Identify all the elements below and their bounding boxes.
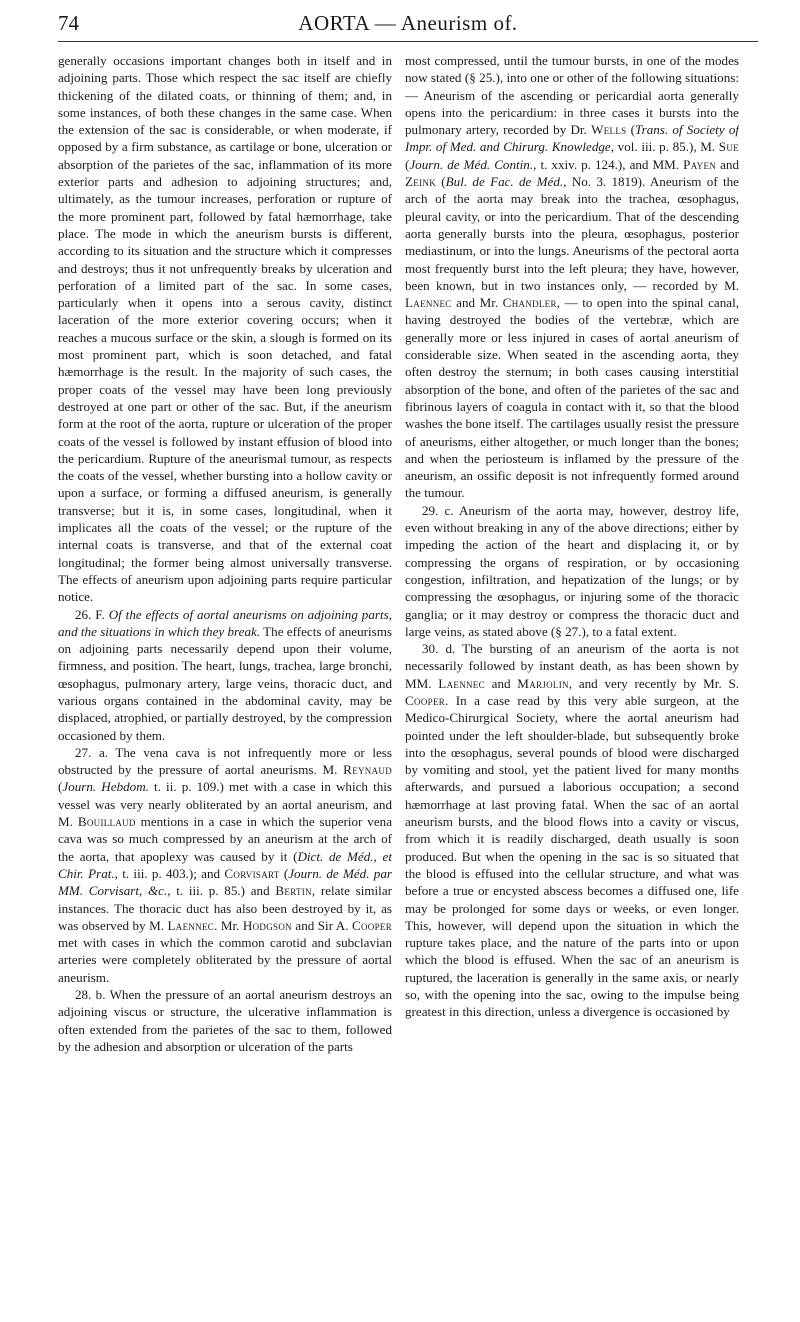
author-name: Reynaud xyxy=(343,762,392,778)
paragraph-28-continued xyxy=(405,52,739,502)
author-name: Chandler xyxy=(502,295,557,311)
paragraph-28: 28. b. When the pressure of an aortal aneurism destroys an adjoining viscus or structure, the ulcerative inflammation is often extended from the parietes of the sac to them, followed by the adhesion and absorption or ulceration of the parts xyxy=(58,987,392,1054)
text-run: ( xyxy=(405,156,410,172)
text-run: No. 3. 1819). Aneurism of the arch of the aorta may break into the trachea, œsophagus, pleural cavity, or into the pericardium. That of the descending aorta generally bursts into the pleura, œsophagus, posterior mediastinum, or into the lungs. Aneurisms of the pectoral aorta most frequently burst into the left pleura; they have, however, been known, but in two instances only, — recorded by M. xyxy=(405,174,739,293)
page-number: 74 xyxy=(58,11,79,35)
text-run: . In a case read by this very able surgeon, at the Medico-Chirurgical Society, where the aortal aneurism had pointed under the left shoulder-blade, but subsequently broke into the œsophagus, several pounds of blood were discharged by vomiting and stool, yet the patient lived for many months afterwards, and pursued a laborious occupation; a second hæmorrhage at last proving fatal. When the sac of an aortal aneurism bursts, and the blood flows into a cavity or viscus, from which it is readily discharged, death usually is soon produced. But when the opening in the sac is so situated that the blood is effused into the cellular structure, and what was before a true or encysted abscess becomes a diffused one, life may be prolonged for some days or weeks, or even longer. This, however, will depend upon the situation in which the rupture takes place, and the nature of the parts into or upon which the blood is effused. When the sac of an aneurism is ruptured, the laceration is generally in the same axis, or nearly so, with the opening into the sac, owing to the impulse being greatest in this direction, unless a divergence is occasioned by xyxy=(405,692,739,1020)
running-title: AORTA — Aneurism of. xyxy=(298,11,518,35)
author-name: Laennec xyxy=(167,917,215,933)
citation: Journ. de Méd. Contin., xyxy=(409,156,537,172)
citation: Dict. de Méd., et Chir. Prat., xyxy=(58,848,392,881)
paragraph-25-continued: generally occasions important changes both in itself and in adjoining parts. Those which respect the sac itself are chiefly thickening of the dilated coats, or thinning of them; and, in some instances, of both these changes in the same case. When the extension of the sac is considerable, or when moderate, if opposed by a firm substance, as cartilage or bone, ulceration or absorption of the parietes of the sac, inflammation of its more exterior parts and adhesion to adjoining structures; and, ultimately, as the tumour increases, perforation or rupture of the more prominent part, followed by fatal hæmorrhage, take place. The mode in which the aneurism bursts is different, according to its situation and the structure which it compresses and destroys; thus it not unfrequently breaks by ulceration and perforation of a limited part of the sac. In some cases, particularly when it opens into a serous cavity, distinct laceration of the more exterior covering occurs; when it reaches a mucous surface or the skin, a slough is formed on its most prominent part, which is soon detached, and fatal hæmorrhage is the result. In the majority of such cases, the proper coats of the vessel may have been long previously destroyed at one part or other of the sac. But, if the aneurism form at the root of the aorta, rupture or ulceration of the proper coats of the vessel is followed by instant effusion of blood into the pericardium. Rupture of the aneurismal tumour, as respects the coats of the vessel, whether bursting into a hollow cavity or upon a surface, or forming a diffused aneurism, is generally transverse; but it is, in some cases, longitudinal, when it implicates all the coats of the vessel; or the rupture of the internal coats is transverse, and that of the external coat longitudinal; the former being almost universally transverse. The effects of aneurism upon adjoining parts require particular notice. xyxy=(58,53,392,605)
text-run: . Mr. xyxy=(214,917,240,933)
section-number: 26. F. xyxy=(75,606,105,622)
text-run: and Sir A. xyxy=(295,917,349,933)
running-head xyxy=(58,8,758,38)
text-run: t. iii. p. 85.) and xyxy=(176,883,270,899)
author-name: Zeink xyxy=(405,174,436,190)
paragraph-text: The effects of aneurisms on adjoining parts necessarily depend upon their volume, firmness, and position. The heart, lungs, trachea, large bronchi, œsophagus, pulmonary artery, large veins, thoracic duct, and various organs contained in the abdominal cavity, may be displaced, atrophied, or partially destroyed, by the compression occasioned by them. xyxy=(58,623,392,743)
author-name: Sue xyxy=(718,139,739,155)
text-run: and Mr. xyxy=(456,295,499,311)
right-column xyxy=(405,52,739,1312)
author-name: Hodgson xyxy=(242,917,292,933)
paragraph-30 xyxy=(405,640,739,1021)
paragraph-27 xyxy=(58,744,392,986)
paragraph-26 xyxy=(58,606,392,744)
text-run: vol. iii. p. 85.), M. xyxy=(617,139,716,155)
citation: Journ. Hebdom. xyxy=(62,779,149,795)
text-run: 27. a. The vena cava is not infrequently more or less obstructed by the pressure of aortal aneurisms. M. xyxy=(58,744,392,778)
author-name: Marjolin xyxy=(517,675,569,691)
text-run: t. xxiv. p. 124.), and MM. xyxy=(540,156,680,172)
text-run: and xyxy=(491,675,511,691)
author-name: Laennec xyxy=(405,295,452,311)
text-run: ( xyxy=(58,779,63,795)
author-name: Payen xyxy=(683,156,717,172)
text-run: , — to open into the spinal canal, having destroyed the bodies of the vertebræ, which are generally more or less injured in cases of aortal aneurism of considerable size. When seated in the ascending aorta, they often destroy the sternum; in both cases causing interstitial absorption of the bone, and often of the parietes of the sac and fibrinous layers of coagula in contact with it, so that the blood washes the bone itself. The cartilages usually resist the pressure of aneurisms, either altogether, or much longer than the bones; and when the periosteum is inflamed by the pressure of the aneurism, an ossific deposit is not infrequently formed around the tumour. xyxy=(405,295,739,501)
author-name: Cooper xyxy=(405,692,446,708)
author-name: Wells xyxy=(591,122,627,138)
author-name: Corvisart xyxy=(224,865,280,881)
text-run: 30. d. The bursting of an aneurism of the aorta is not necessarily followed by instant death, as has been shown by MM. xyxy=(405,641,739,691)
paragraph-29: 29. c. Aneurism of the aorta may, however, destroy life, even without breaking in any of the above directions; either by impeding the action of the heart and displacing it, or by compressing the organs of respiration, or by occasioning congestion, infiltration, and hepatization of the lungs; or by compressing the œsophagus, or injuring some of the thoracic ganglia; or it may destroy or compress the thoracic duct and large veins, as stated above (§ 27.), to a fatal extent. xyxy=(405,502,739,639)
left-column xyxy=(58,52,392,1312)
text-run: t. ii. p. 109.) met with a case in which this vessel was very nearly obliterated by an aortal aneurism, and M. xyxy=(58,779,392,830)
author-name: Laennec xyxy=(438,675,485,691)
author-name: Cooper xyxy=(351,917,392,933)
text-run: , relate similar instances. The thoracic duct has also been destroyed by it, as was observed by M. xyxy=(58,883,392,933)
author-name: Bouillaud xyxy=(77,814,136,830)
header-rule xyxy=(58,41,758,42)
text-run: , and very recently by Mr. S. xyxy=(568,675,739,691)
text-run: most compressed, until the tumour bursts, in one of the modes now stated (§ 25.), into one or other of the following situations: — Aneurism of the ascending or pericardial aorta generally opens into the pericardium: in three cases it bursts into the pulmonary artery, recorded by Dr. xyxy=(405,53,739,138)
text-run: ( xyxy=(283,865,289,881)
text-run: t. iii. p. 403.); and xyxy=(122,865,221,881)
citation: Bul. de Fac. de Méd., xyxy=(445,174,567,190)
author-name: Bertin xyxy=(275,883,312,899)
text-run: met with cases in which the common carotid and subclavian arteries were completely obliterated by the pressure of aortal aneurism. xyxy=(58,935,392,985)
citation: Trans. of Society of Impr. of Med. and Chirurg. Knowledge, xyxy=(405,122,739,155)
section-heading: Of the effects of aortal aneurisms on adjoining parts, and the situations in which they break. xyxy=(58,606,392,639)
text-run: mentions in a case in which the superior vena cava was so much compressed by an aneurism at the arch of the aorta, that apoplexy was caused by it ( xyxy=(58,814,392,864)
text-run: and xyxy=(720,156,739,172)
text-run: ( xyxy=(630,122,636,138)
citation: Journ. de Méd. par MM. Corvisart, &c., xyxy=(58,865,392,899)
text-run: ( xyxy=(441,174,446,190)
